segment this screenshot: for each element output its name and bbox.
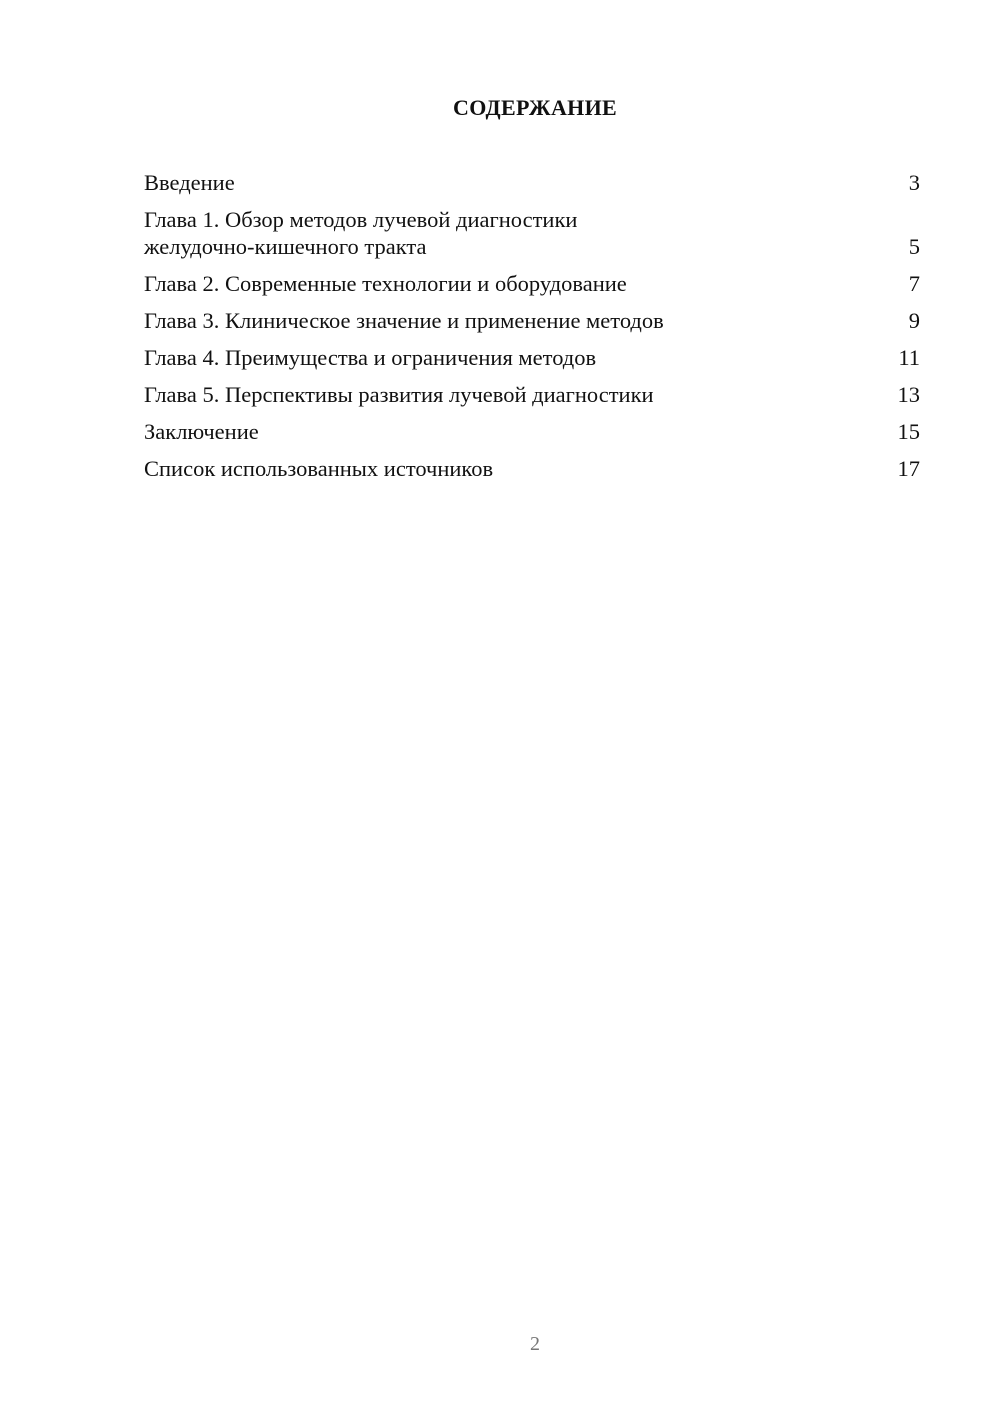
toc-entry-title-line: Глава 4. Преимущества и ограничения методов [144,345,597,370]
toc-entry-page-number: 9 [908,308,920,333]
toc-entry-title [144,381,890,408]
page-title: СОДЕРЖАНИЕ [453,95,617,120]
toc-entry-title [144,344,890,371]
toc-entry-references [144,455,920,482]
toc-entry-page-number: 11 [898,345,920,370]
toc-entry-title-line: Список использованных источников [144,456,494,481]
toc-entry-chapter-4 [144,344,920,371]
toc-entry-page-number: 5 [908,234,920,259]
toc-entry-page-number: 15 [897,419,920,444]
page-footer-number: 2 [530,1333,540,1355]
toc-entry-chapter-2 [144,270,920,297]
toc-entry-chapter-3 [144,307,920,334]
table-of-contents [144,169,920,492]
toc-entry-page-number: 13 [897,382,920,407]
toc-entry-chapter-5 [144,381,920,408]
toc-entry-title-line: Глава 2. Современные технологии и оборудование [144,271,627,296]
toc-entry-introduction [144,169,920,196]
toc-entry-title [144,418,890,445]
toc-entry-title-line: Введение [144,170,235,195]
toc-entry-title [144,206,890,260]
toc-entry-title [144,455,890,482]
toc-entry-page-number: 3 [908,170,920,195]
toc-entry-page-number: 7 [908,271,920,296]
toc-entry-chapter-1 [144,206,920,260]
toc-entry-title-line: Глава 5. Перспективы развития лучевой диагностики [144,382,654,407]
toc-entry-title-line: желудочно-кишечного тракта [144,234,427,259]
toc-entry-title [144,270,890,297]
toc-entry-title [144,169,890,196]
toc-entry-title-line: Глава 3. Клиническое значение и применение методов [144,308,664,333]
toc-entry-title-line: Заключение [144,419,259,444]
toc-entry-title-line: Глава 1. Обзор методов лучевой диагностики [144,207,578,232]
toc-entry-title [144,307,890,334]
toc-entry-conclusion [144,418,920,445]
toc-entry-page-number: 17 [897,456,920,481]
